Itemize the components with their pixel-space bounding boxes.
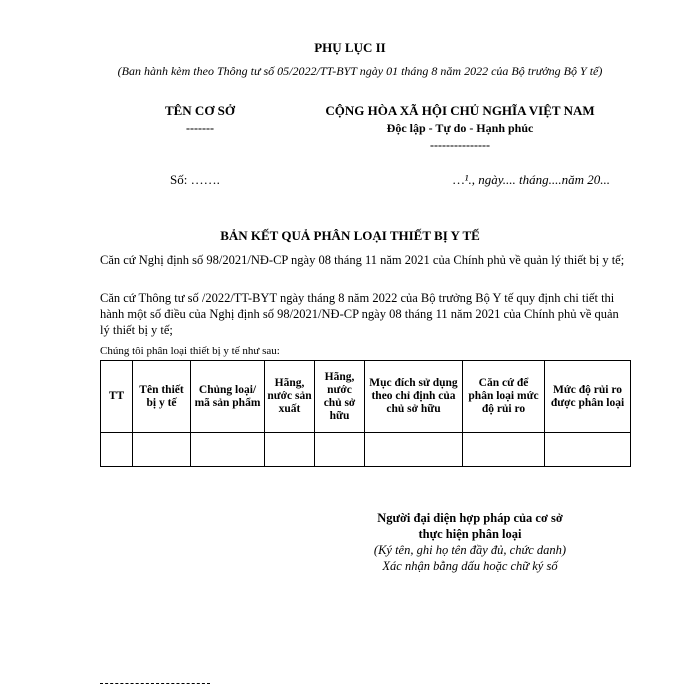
appendix-title: PHỤ LỤC II (314, 40, 386, 55)
column-header: Mức độ rủi ro được phân loại (545, 361, 631, 433)
table-header-row (101, 361, 631, 433)
issuance-note: (Ban hành kèm theo Thông tư số 05/2022/TT-BYT ngày 01 tháng 8 năm 2022 của Bộ trưởng Bộ Y tế) (117, 64, 603, 78)
table-cell (463, 433, 545, 467)
signature-title-line-2: thực hiện phân loại (418, 527, 522, 541)
column-header: TT (101, 361, 133, 433)
org-name: TÊN CƠ SỞ (164, 103, 236, 118)
footnote-separator (100, 683, 210, 684)
signature-block (310, 510, 630, 574)
legal-basis-paragraph-1: Căn cứ Nghị định số 98/2021/NĐ-CP ngày 08 tháng 11 năm 2021 của Chính phủ về quản lý thiết bị y tế; (100, 253, 625, 267)
document-number: Số: ……. (170, 172, 220, 187)
signature-confirmation: Xác nhận bằng dấu hoặc chữ ký số (382, 559, 558, 573)
column-header: Tên thiết bị y tế (133, 361, 191, 433)
column-header: Hãng, nước chủ sở hữu (315, 361, 365, 433)
document-title: BẢN KẾT QUẢ PHÂN LOẠI THIẾT BỊ Y TẾ (220, 228, 480, 243)
classification-table (100, 360, 631, 467)
national-motto: Độc lập - Tự do - Hạnh phúc (386, 121, 534, 135)
place-date: …¹., ngày.... tháng....năm 20... (452, 172, 610, 187)
column-header: Hãng, nước sản xuất (265, 361, 315, 433)
table-cell (365, 433, 463, 467)
table-cell (315, 433, 365, 467)
table-row (101, 433, 631, 467)
table-cell (133, 433, 191, 467)
table-cell (545, 433, 631, 467)
table-cell (101, 433, 133, 467)
table-intro: Chúng tôi phân loại thiết bị y tế như sau: (100, 345, 280, 357)
column-header: Căn cứ để phân loại mức độ rủi ro (463, 361, 545, 433)
column-header: Chủng loại/ mã sản phẩm (191, 361, 265, 433)
legal-basis-paragraph-2: Căn cứ Thông tư số /2022/TT-BYT ngày tháng 8 năm 2022 của Bộ trưởng Bộ Y tế quy định chi tiết thi hành một số điều của Nghị định số 98/2021/NĐ-CP ngày 08 tháng 11 năm 2021 của Chính phủ về quản lý thiết bị y tế; (100, 291, 619, 337)
table-cell (265, 433, 315, 467)
republic-name: CỘNG HÒA XÃ HỘI CHỦ NGHĨA VIỆT NAM (325, 103, 595, 118)
signature-title-line-1: Người đại diện hợp pháp của cơ sở (377, 511, 563, 525)
signature-instruction: (Ký tên, ghi họ tên đầy đủ, chức danh) (373, 543, 567, 557)
org-divider: ------- (186, 121, 214, 135)
table-cell (191, 433, 265, 467)
column-header: Mục đích sử dụng theo chỉ định của chủ sở hữu (365, 361, 463, 433)
motto-divider: --------------- (430, 138, 490, 152)
